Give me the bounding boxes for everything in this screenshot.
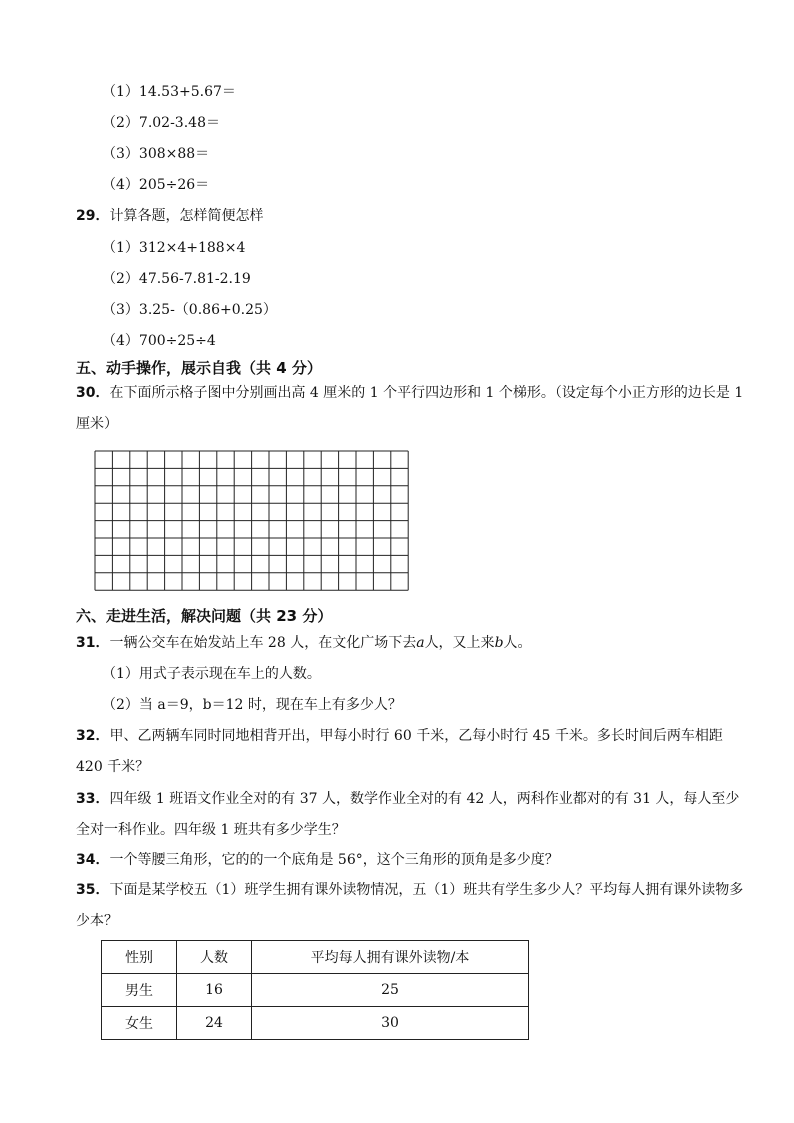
question-number: 32． xyxy=(76,728,110,744)
calc-item: （3）308×88＝ xyxy=(102,146,210,162)
variable-b: b xyxy=(494,635,504,651)
table-cell: 16 xyxy=(177,974,252,1007)
q31-sub-2: （2）当 a＝9，b＝12 时，现在车上有多少人？ xyxy=(102,697,402,713)
variable-a: a xyxy=(416,635,425,651)
table-row xyxy=(102,974,529,1007)
question-text: 人，又上来 xyxy=(424,635,495,651)
table-cell: 30 xyxy=(252,1007,529,1040)
q31-sub-1: （1）用式子表示现在车上的人数。 xyxy=(102,666,321,682)
question-33 xyxy=(76,784,744,846)
q29-item: （1）312×4+188×4 xyxy=(102,240,246,256)
table-header-cell: 性别 xyxy=(102,941,177,974)
calc-item: （4）205÷26＝ xyxy=(102,177,210,193)
table-header-row xyxy=(102,941,529,974)
table-row xyxy=(102,1007,529,1040)
question-number: 35． xyxy=(76,882,110,898)
calc-item: （2）7.02-3.48＝ xyxy=(102,115,220,131)
table-cell: 24 xyxy=(177,1007,252,1040)
question-text: 一辆公交车在始发站上车 28 人，在文化广场下去 xyxy=(109,635,417,651)
question-text: 一个等腰三角形，它的的一个底角是 56°，这个三角形的顶角是多少度？ xyxy=(109,852,559,868)
section-heading-6: 六、走进生活，解决问题（共 23 分） xyxy=(76,607,333,625)
square-grid xyxy=(94,450,410,596)
table-cell: 男生 xyxy=(102,974,177,1007)
table-header-cell: 人数 xyxy=(177,941,252,974)
question-29 xyxy=(76,206,263,226)
table-cell: 25 xyxy=(252,974,529,1007)
table-header-cell: 平均每人拥有课外读物/本 xyxy=(252,941,529,974)
question-31 xyxy=(76,633,532,653)
question-32 xyxy=(76,721,744,783)
question-number: 30． xyxy=(76,385,110,401)
question-number: 31． xyxy=(76,635,110,651)
q29-item: （2）47.56-7.81-2.19 xyxy=(102,271,251,287)
question-text: 四年级 1 班语文作业全对的有 37 人，数学作业全对的有 42 人，两科作业都对的有 31 人，每人至少全对一科作业。四年级 1 班共有多少学生？ xyxy=(76,791,740,838)
question-number: 29． xyxy=(76,208,110,224)
table-cell: 女生 xyxy=(102,1007,177,1040)
question-text: 下面是某学校五（1）班学生拥有课外读物情况，五（1）班共有学生多少人？平均每人拥有课外读物多少本？ xyxy=(76,882,744,929)
question-text: 人。 xyxy=(503,635,532,651)
question-35 xyxy=(76,875,744,937)
q29-item: （3）3.25-（0.86+0.25） xyxy=(102,302,277,318)
calc-item: （1）14.53+5.67＝ xyxy=(102,84,236,100)
reading-table xyxy=(101,940,529,1040)
question-number: 33． xyxy=(76,791,110,807)
question-text: 在下面所示格子图中分别画出高 4 厘米的 1 个平行四边形和 1 个梯形。（设定每个小正方形的边长是 1 厘米） xyxy=(76,385,744,432)
question-number: 34． xyxy=(76,852,110,868)
section-heading-5: 五、动手操作，展示自我（共 4 分） xyxy=(76,359,322,377)
question-text: 甲、乙两辆车同时同地相背开出，甲每小时行 60 千米，乙每小时行 45 千米。多长时间后两车相距 420 千米？ xyxy=(76,728,723,775)
question-text: 计算各题，怎样简便怎样 xyxy=(109,208,264,224)
q29-item: （4）700÷25÷4 xyxy=(102,333,216,349)
question-34 xyxy=(76,850,559,870)
question-30 xyxy=(76,378,744,440)
